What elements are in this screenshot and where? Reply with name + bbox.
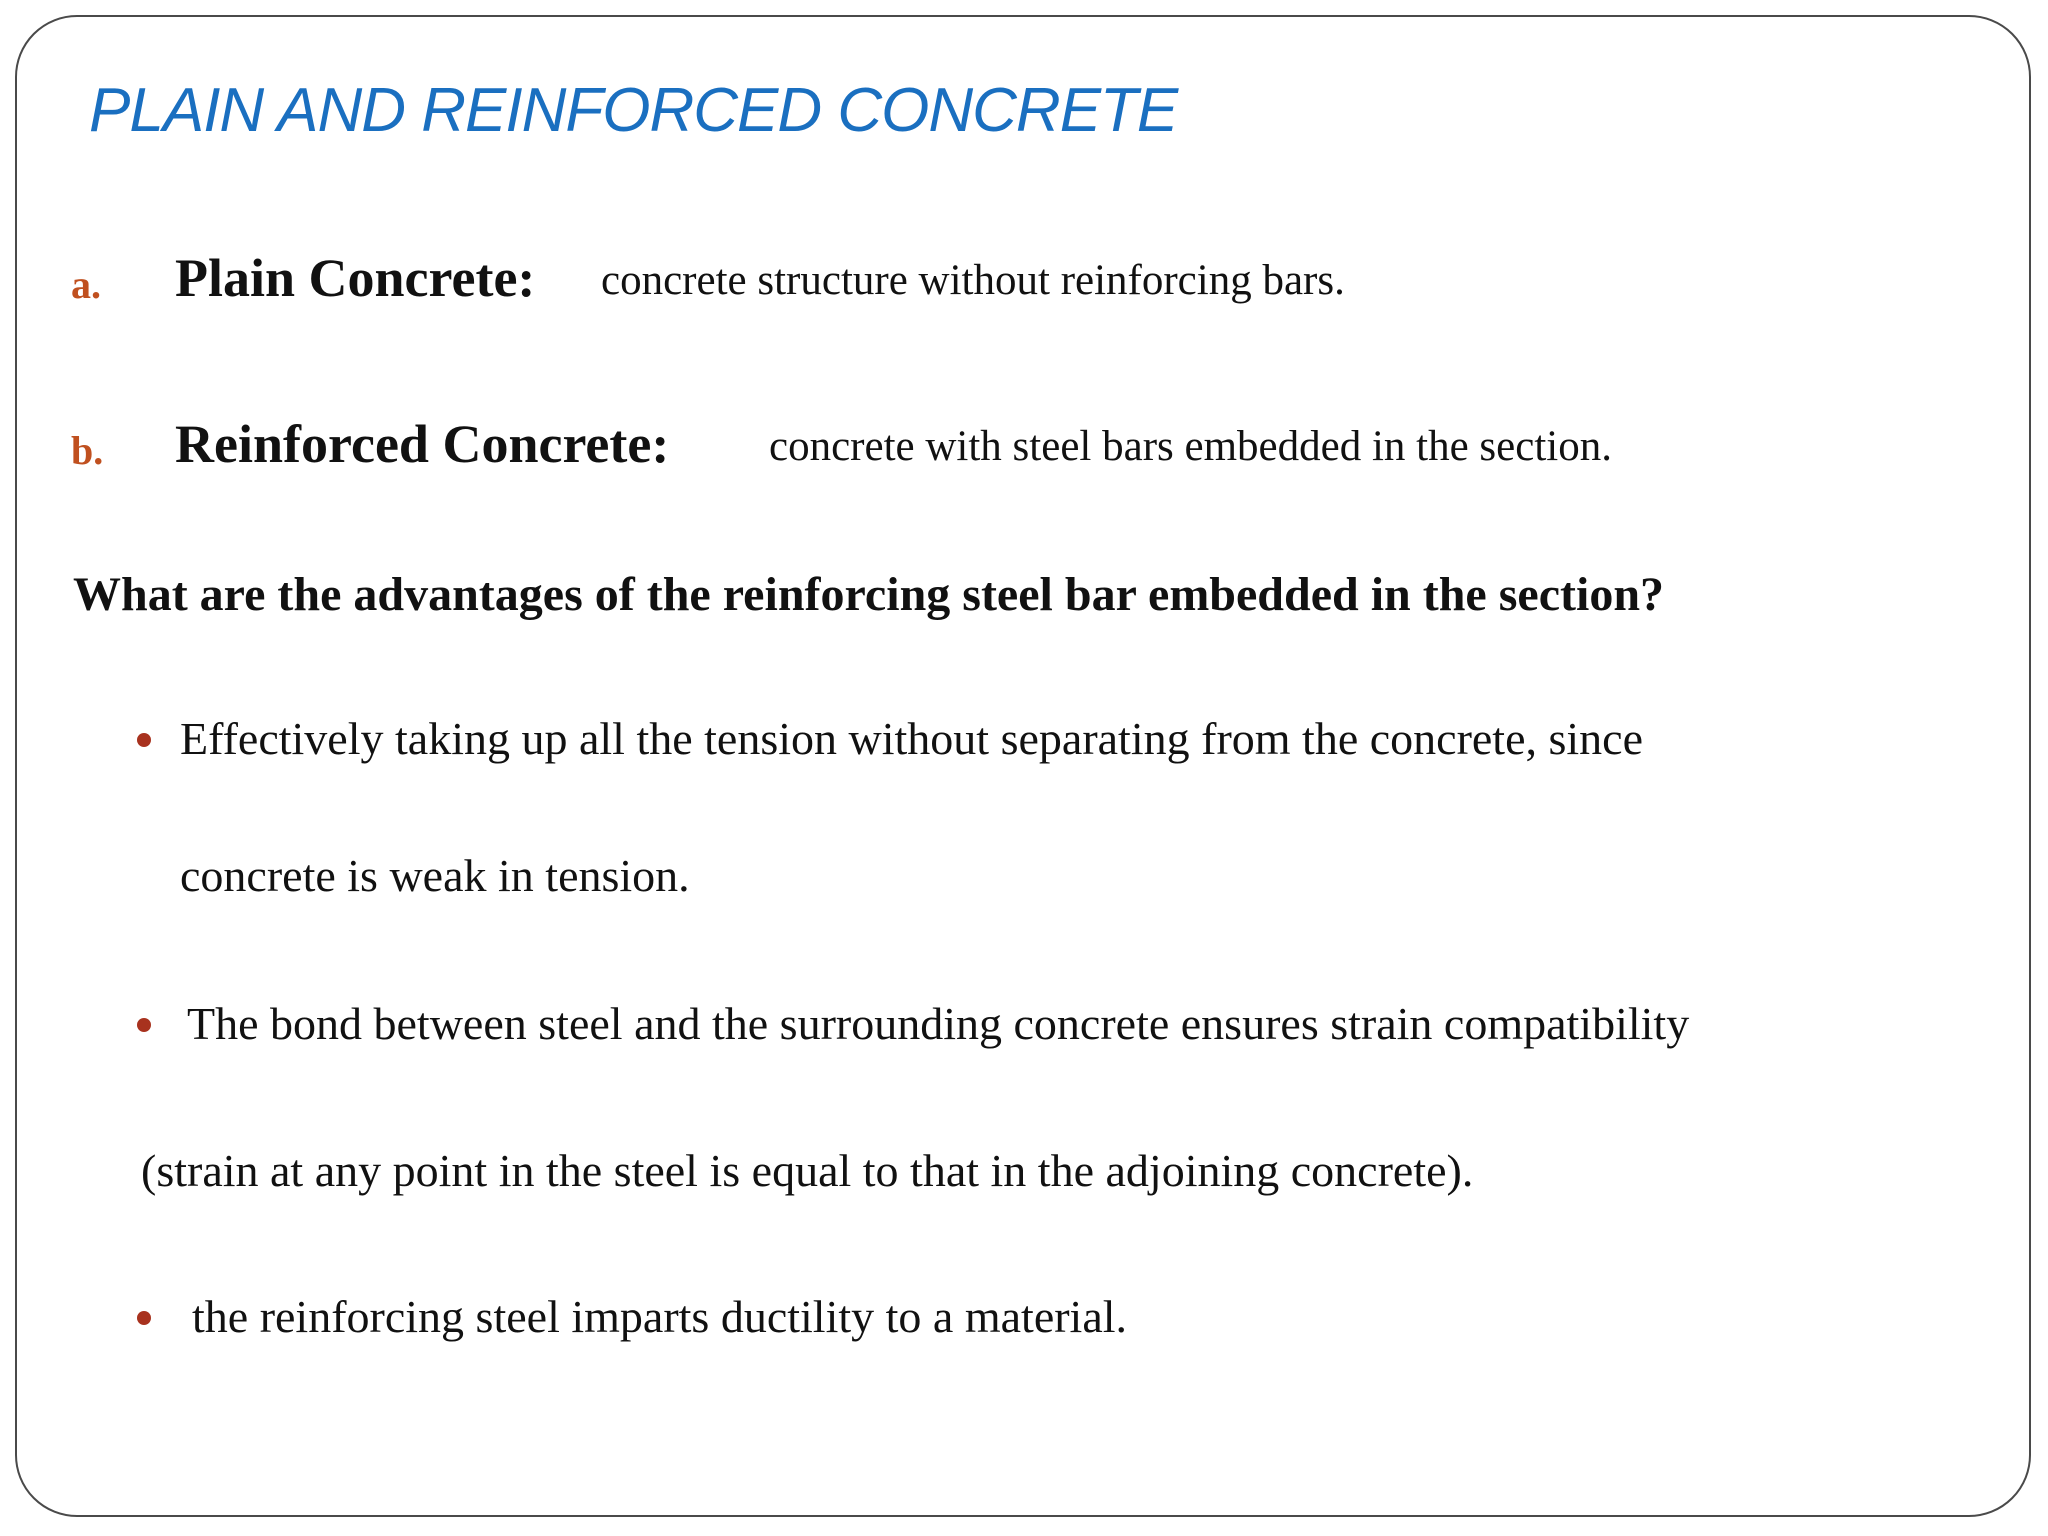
definition-term: Reinforced Concrete: (175, 414, 670, 474)
bullet-text-line: concrete is weak in tension. (180, 850, 690, 901)
slide-frame (15, 15, 2031, 1517)
bullet-text-line: the reinforcing steel imparts ductility to a material. (192, 1291, 1128, 1342)
list-letter: a. (71, 262, 101, 307)
list-letter: b. (71, 428, 104, 473)
bullet-dot (137, 1311, 151, 1325)
bullet-text-line: The bond between steel and the surrounding concrete ensures strain compatibility (187, 998, 1690, 1049)
question-heading: What are the advantages of the reinforcing steel bar embedded in the section? (73, 568, 1665, 621)
bullet-text-line: Effectively taking up all the tension without separating from the concrete, since (180, 713, 1644, 764)
bullet-text-line: (strain at any point in the steel is equal to that in the adjoining concrete). (141, 1145, 1474, 1196)
definition-term: Plain Concrete: (175, 248, 536, 308)
bullet-dot (137, 733, 151, 747)
definition-description: concrete structure without reinforcing bars. (601, 257, 1345, 304)
definition-description: concrete with steel bars embedded in the section. (769, 423, 1612, 470)
slide-title: PLAIN AND REINFORCED CONCRETE (89, 76, 1178, 145)
bullet-dot (137, 1018, 151, 1032)
